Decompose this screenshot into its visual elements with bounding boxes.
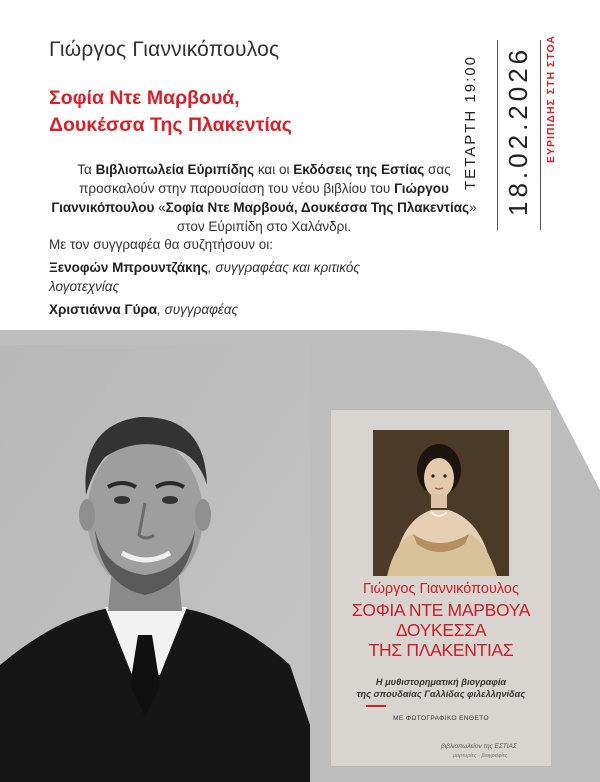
cover-subtitle-line-2: της σπουδαίας Γαλλίδας φιλελληνίδας (356, 689, 526, 699)
cover-title-line-1: ΣΟΦΙΑ ΝΤΕ ΜΑΡΒΟΥΑ (351, 600, 531, 620)
cover-author: Γιώργος Γιαννικόπουλος (363, 581, 519, 597)
discussion-lead: Με τον συγγραφέα θα συζητήσουν οι: (49, 237, 274, 252)
speaker-2-role: , συγγραφέας (157, 302, 239, 317)
speaker-1-name: Ξενοφών Μπρουντζάκης (49, 260, 208, 275)
book-title-line-1: Σοφία Ντε Μαρβουά, (49, 87, 240, 109)
intro-text-2: και οι (254, 162, 294, 177)
author-name: Γιώργου Γιαννικόπουλου (51, 181, 449, 215)
venue-label: ΕΥΡΙΠΙΔΗΣ ΣΤΗ ΣΤΟΑ (545, 35, 557, 163)
intro-text-4: « (154, 200, 166, 215)
cover-publisher: βιβλιοπωλείον της ΕΣΤΙΑΣ (441, 743, 517, 750)
divider-line-2 (540, 40, 541, 230)
day-time-label: ΤΕΤΑΡΤΗ 19:00 (462, 55, 479, 190)
book-name: Σοφία Ντε Μαρβουά, Δουκέσσα Της Πλακεντίας (165, 200, 470, 215)
publisher-name: Εκδόσεις της Εστίας (293, 162, 425, 177)
speaker-1-role-cont: λογοτεχνίας (49, 279, 120, 294)
cover-painting (373, 430, 509, 576)
cover-subtitle (331, 676, 551, 700)
cover-accent-line (366, 705, 386, 707)
intro-text-5: » στον Εύριπίδη στο Χαλάνδρι. (176, 200, 477, 234)
cover-subtitle-line-1: Η μυθιστορηματική βιογραφία (375, 677, 507, 687)
cover-title-line-2: ΔΟΥΚΕΣΣΑ (395, 620, 487, 640)
event-date: 18.02.2026 (503, 45, 533, 216)
book-cover (331, 410, 551, 766)
author-portrait (0, 345, 310, 782)
book-title-line-2: Δουκέσσα Της Πλακεντίας (49, 114, 292, 136)
speaker-2-name: Χριστιάννα Γύρα (49, 302, 158, 317)
bookstore-name: Βιβλιοπωλεία Εύριπίδης (95, 162, 255, 177)
author-heading: Γιώργος Γιαννικόπουλος (49, 38, 280, 61)
intro-text-3: σας προσκαλούν στην παρουσίαση του νέου βιβλίου του (79, 162, 451, 196)
divider-line-1 (497, 40, 498, 230)
invitation-text (49, 160, 479, 236)
speaker-1 (49, 258, 360, 296)
speaker-2 (49, 300, 238, 319)
speaker-1-role: , συγγραφέας και κριτικός (207, 260, 360, 275)
cover-title-line-3: ΤΗΣ ΠΛΑΚΕΝΤΙΑΣ (368, 640, 514, 660)
cover-series: μαρτυρίες · βιογραφίες (453, 753, 508, 759)
book-title-heading (49, 85, 292, 139)
cover-title (331, 600, 551, 660)
intro-text-1: Τα (77, 162, 96, 177)
cover-note: ΜΕ ΦΩΤΟΓΡΑΦΙΚΟ ΕΝΘΕΤΟ (393, 715, 489, 722)
